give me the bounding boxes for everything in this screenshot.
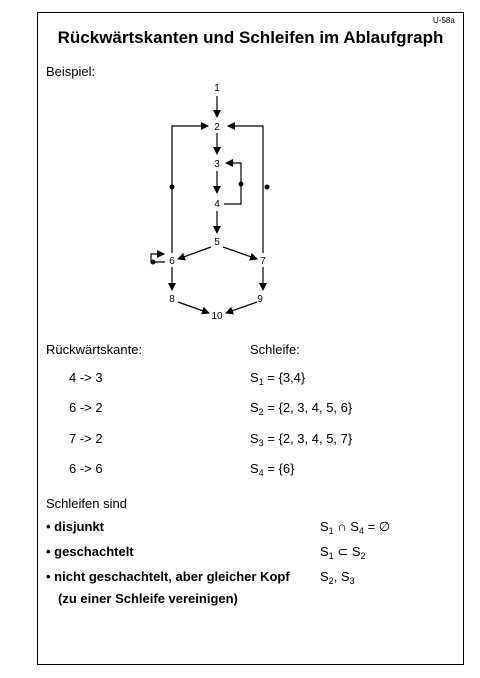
node-10: 10 — [211, 311, 223, 322]
node-7: 7 — [260, 256, 266, 267]
backedge-row-2: 6 -> 2 — [69, 400, 103, 415]
backedge-7-2 — [228, 126, 263, 253]
node-6: 6 — [169, 256, 175, 267]
backedges-header: Rückwärtskante: — [46, 342, 143, 357]
node-2: 2 — [214, 122, 220, 133]
loop-row-2: $S_2 = \{2$, 3, 4, 5, 6} — [250, 400, 353, 417]
edge-9-10 — [226, 302, 257, 313]
backedge-marker-6-6 — [151, 260, 156, 265]
backedge-4-3 — [224, 163, 241, 204]
node-1: 1 — [214, 83, 220, 94]
node-5: 5 — [214, 237, 220, 248]
node-9: 9 — [257, 294, 263, 305]
bullet-disjoint: • disjunkt — [46, 519, 104, 534]
edge-5-6 — [178, 247, 211, 259]
page-title: Rückwärtskanten und Schleifen im Ablaufgraph — [57, 28, 444, 47]
node-3: 3 — [214, 159, 220, 170]
edge-8-10 — [178, 302, 209, 313]
node-8: 8 — [169, 294, 175, 305]
backedge-marker-6-2 — [170, 185, 175, 190]
relation-same-head: $S_2$, $S_3$ — [320, 569, 355, 586]
backedge-row-4: 6 -> 6 — [69, 461, 103, 476]
edge-5-7 — [223, 247, 257, 259]
example-label: Beispiel: — [46, 64, 96, 79]
backedge-row-3: 7 -> 2 — [69, 431, 103, 446]
loops-header: Schleife: — [250, 342, 300, 357]
page-code: U-58a — [433, 16, 455, 25]
loop-row-3: $S_3 = \{2$, 3, 4, 5, 7} — [250, 431, 353, 448]
bullet-nested: • geschachtelt — [46, 544, 134, 559]
bullet-same-head: • nicht geschachtelt, aber gleicher Kopf — [46, 569, 290, 584]
backedge-6-2 — [172, 126, 208, 253]
merge-note: (zu einer Schleife vereinigen) — [58, 591, 238, 606]
loops-are-label: Schleifen sind — [46, 496, 127, 511]
loop-row-1: $S_1 = \{3,4\}$ — [250, 370, 306, 387]
relation-nested: $S_1$ ⊂ $S_2$ — [320, 544, 366, 561]
backedge-marker-7-2 — [265, 185, 270, 190]
backedge-marker-4-3 — [239, 182, 244, 187]
node-4: 4 — [214, 199, 220, 210]
loop-row-4: $S_4 = \{6\}$ — [250, 461, 295, 478]
relation-disjoint: $S_1$ ∩ $S_4$ = ∅ — [320, 519, 391, 536]
backedge-row-1: 4 -> 3 — [69, 370, 103, 385]
